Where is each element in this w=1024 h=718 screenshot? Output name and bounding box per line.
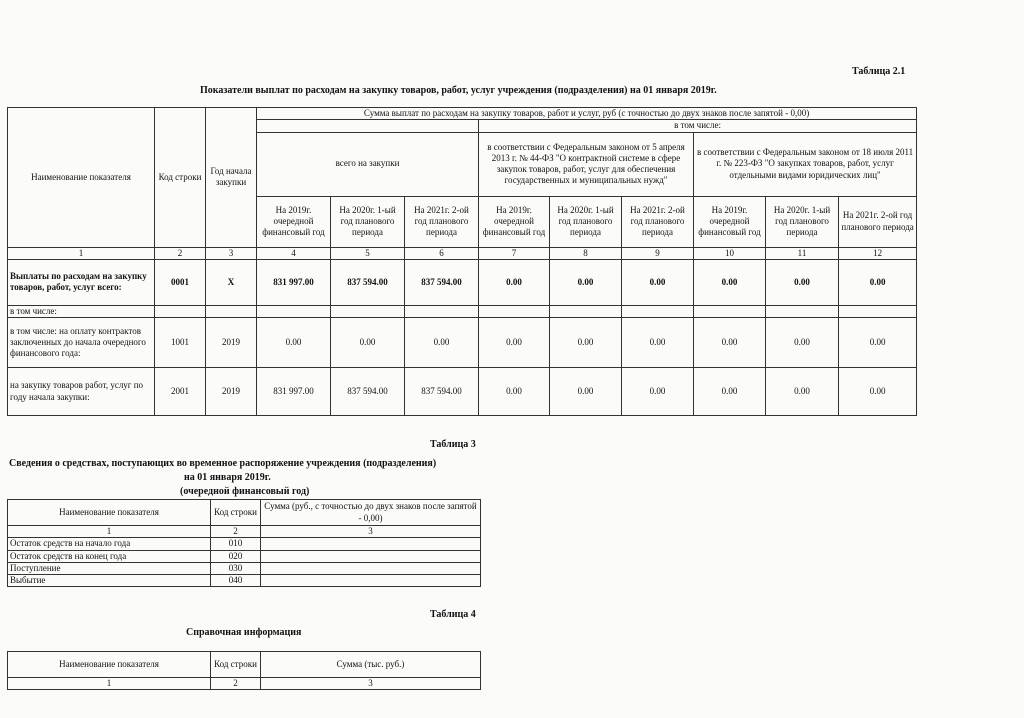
header-total: всего на закупки: [257, 132, 479, 196]
row-name: Остаток средств на конец года: [8, 550, 211, 562]
row-value: 0.00: [257, 318, 331, 368]
column-number: 7: [479, 247, 550, 259]
row-value: 837 594.00: [405, 259, 479, 305]
header-incl: в том числе:: [479, 120, 917, 132]
row-value: 0.00: [479, 259, 550, 305]
table-4: [7, 651, 481, 690]
header-sum: Сумма выплат по расходам на закупку товаров, работ и услуг, руб (с точностью до двух знаков после запятой - 0,00): [257, 108, 917, 120]
column-number: 1: [8, 678, 211, 690]
row-name: Поступление: [8, 562, 211, 574]
table-row: [8, 305, 917, 317]
row-value: 0.00: [839, 318, 917, 368]
row-value: [839, 305, 917, 317]
row-value: 0.00: [766, 368, 839, 416]
header-period: На 2021г. 2-ой год планового периода: [839, 196, 917, 247]
table-2-1-title: Показатели выплат по расходам на закупку товаров, работ, услуг учреждения (подразделения) на 01 января 2019г.: [200, 85, 717, 96]
column-number: 1: [8, 526, 211, 538]
row-value: 0.00: [839, 259, 917, 305]
row-name: на закупку товаров работ, услуг по году начала закупки:: [8, 368, 155, 416]
row-value: 0.00: [766, 318, 839, 368]
row-name: в том числе: на оплату контрактов заключенных до начала очередного финансового года:: [8, 318, 155, 368]
table-2-1-label: Таблица 2.1: [852, 66, 906, 77]
row-year: X: [206, 259, 257, 305]
table-row: [8, 368, 917, 416]
header-period: На 2019г. очередной финансовый год: [694, 196, 766, 247]
table-4-label: Таблица 4: [430, 609, 476, 620]
column-number: 2: [155, 247, 206, 259]
table-4-title: Справочная информация: [186, 627, 302, 638]
row-value: [331, 305, 405, 317]
row-code: 1001: [155, 318, 206, 368]
row-value: 0.00: [550, 318, 622, 368]
row-value: [766, 305, 839, 317]
row-code: 0001: [155, 259, 206, 305]
table-3-period: (очередной финансовый год): [180, 486, 310, 497]
column-number: 2: [211, 526, 261, 538]
row-code: 020: [211, 550, 261, 562]
column-number: 11: [766, 247, 839, 259]
row-value: 0.00: [694, 368, 766, 416]
row-sum: [261, 562, 481, 574]
row-value: 837 594.00: [405, 368, 479, 416]
table-3-title: Сведения о средствах, поступающих во временное распоряжение учреждения (подразделения): [9, 458, 437, 469]
column-number: 1: [8, 247, 155, 259]
column-number: 2: [211, 678, 261, 690]
header-period: На 2021г. 2-ой год планового периода: [405, 196, 479, 247]
row-value: [405, 305, 479, 317]
header-name: Наименование показателя: [8, 108, 155, 248]
header-code: Код строки: [155, 108, 206, 248]
table-3-date: на 01 января 2019г.: [184, 472, 271, 483]
row-value: 0.00: [405, 318, 479, 368]
row-sum: [261, 538, 481, 550]
column-number: 5: [331, 247, 405, 259]
table-row: [8, 550, 481, 562]
column-number: 3: [206, 247, 257, 259]
row-code: 040: [211, 575, 261, 587]
header-sum: Сумма (тыс. руб.): [261, 652, 481, 678]
header-period: На 2020г. 1-ый год планового периода: [331, 196, 405, 247]
row-value: 831 997.00: [257, 259, 331, 305]
row-value: [479, 305, 550, 317]
column-numbers-row: [8, 526, 481, 538]
header-code: Код строки: [211, 500, 261, 526]
column-number: 3: [261, 678, 481, 690]
row-code: 2001: [155, 368, 206, 416]
row-value: [694, 305, 766, 317]
header-name: Наименование показателя: [8, 500, 211, 526]
row-name: Остаток средств на начало года: [8, 538, 211, 550]
row-value: 0.00: [479, 318, 550, 368]
row-value: 0.00: [622, 368, 694, 416]
row-value: 837 594.00: [331, 368, 405, 416]
row-value: 831 997.00: [257, 368, 331, 416]
row-value: 0.00: [839, 368, 917, 416]
header-fz44: в соответствии с Федеральным законом от 5 апреля 2013 г. № 44-ФЗ "О контрактной системе в сфере закупок товаров, работ, услуг для обеспечения государственных и муниципальных нужд": [479, 132, 694, 196]
row-name: Выплаты по расходам на закупку товаров, работ, услуг всего:: [8, 259, 155, 305]
table-row: [8, 575, 481, 587]
table-row: [8, 318, 917, 368]
row-value: 0.00: [694, 318, 766, 368]
row-value: 0.00: [694, 259, 766, 305]
table-3-label: Таблица 3: [430, 439, 476, 450]
row-sum: [261, 550, 481, 562]
row-value: 0.00: [550, 368, 622, 416]
row-value: 0.00: [331, 318, 405, 368]
row-year: 2019: [206, 318, 257, 368]
row-value: 0.00: [622, 259, 694, 305]
header-period: На 2020г. 1-ый год планового периода: [550, 196, 622, 247]
column-number: 12: [839, 247, 917, 259]
header-fz223: в соответствии с Федеральным законом от 18 июля 2011 г. № 223-ФЗ "О закупках товаров, работ, услуг отдельными видами юридических лиц": [694, 132, 917, 196]
row-value: [257, 305, 331, 317]
row-code: 010: [211, 538, 261, 550]
column-number: 4: [257, 247, 331, 259]
row-sum: [261, 575, 481, 587]
column-numbers-row: [8, 247, 917, 259]
column-number: 9: [622, 247, 694, 259]
row-value: 837 594.00: [331, 259, 405, 305]
row-year: 2019: [206, 368, 257, 416]
row-value: [550, 305, 622, 317]
header-sum: Сумма (руб., с точностью до двух знаков после запятой - 0,00): [261, 500, 481, 526]
row-value: [622, 305, 694, 317]
header-code: Код строки: [211, 652, 261, 678]
row-value: 0.00: [479, 368, 550, 416]
table-row: [8, 562, 481, 574]
header-period: На 2021г. 2-ой год планового периода: [622, 196, 694, 247]
table-2-1: [7, 107, 917, 416]
row-name: Выбытие: [8, 575, 211, 587]
header-year: Год начала закупки: [206, 108, 257, 248]
header-name: Наименование показателя: [8, 652, 211, 678]
row-value: 0.00: [766, 259, 839, 305]
table-3: [7, 499, 481, 587]
header-empty: [257, 120, 479, 132]
column-number: 8: [550, 247, 622, 259]
header-period: На 2019г. очередной финансовый год: [257, 196, 331, 247]
row-name: в том числе:: [8, 305, 155, 317]
column-number: 3: [261, 526, 481, 538]
column-number: 6: [405, 247, 479, 259]
column-numbers-row: [8, 678, 481, 690]
row-value: 0.00: [550, 259, 622, 305]
column-number: 10: [694, 247, 766, 259]
header-period: На 2019г. очередной финансовый год: [479, 196, 550, 247]
header-period: На 2020г. 1-ый год планового периода: [766, 196, 839, 247]
row-code: [155, 305, 206, 317]
table-row: [8, 259, 917, 305]
row-year: [206, 305, 257, 317]
table-row: [8, 538, 481, 550]
row-code: 030: [211, 562, 261, 574]
row-value: 0.00: [622, 318, 694, 368]
